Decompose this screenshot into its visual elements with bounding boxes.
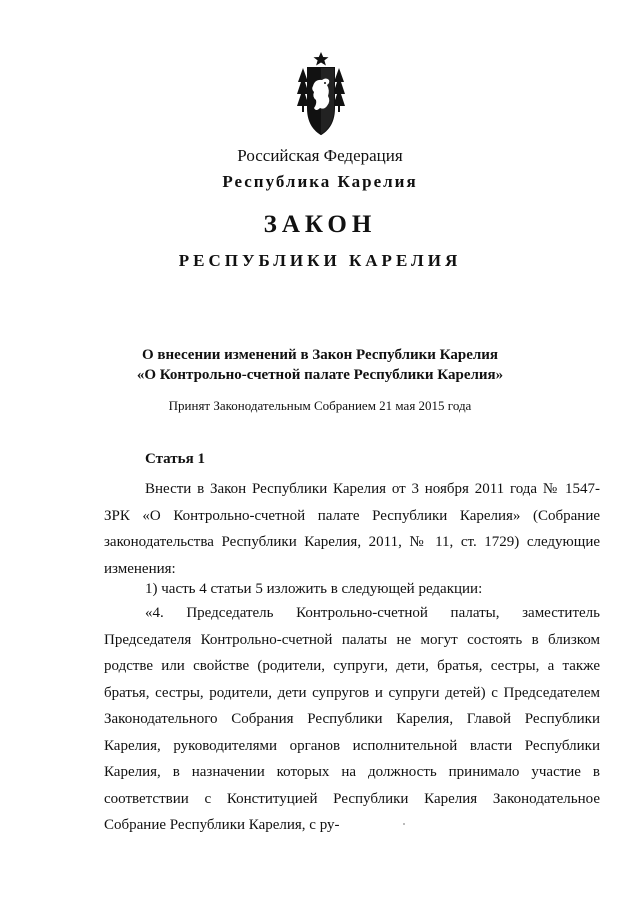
paragraph-text: «4. Председатель Контрольно-счетной палаты, заместитель Председателя Контрольно-счетной палаты не могут состоять в близком родстве или свойстве (родители, супруги, дети, братья, сестры, а также братья, сестры, родители, дети супругов и супруги детей) с Председателем Законодательного Собрания Республики Карелия, Главой Республики Карелия, руководителями органов исполнительной власти Республики Карелия, в назначении которых на должность принимало участие в соответствии с Конституцией Республики Карелия Законодательное Собрание Республики Карелия, с ру- [104, 605, 600, 833]
article-heading: Статья 1 [145, 451, 205, 467]
paragraph-text: Внести в Закон Республики Карелия от 3 ноября 2011 года № 1547-ЗРК «О Контрольно-счетной палате Республики Карелия» (Собрание законодательства Республики Карелия, 2011, № 11, ст. 1729) следующие изменения: [104, 481, 600, 577]
federation-label: Российская Федерация [237, 146, 403, 165]
scan-speck [403, 823, 405, 825]
adoption-date: Принят Законодательным Собранием 21 мая 2015 года [168, 398, 472, 413]
article-paragraph-3 [104, 600, 600, 839]
article-paragraph-2 [104, 576, 600, 603]
paragraph-text: 1) часть 4 статьи 5 изложить в следующей редакции: [145, 581, 483, 597]
document-title-line-2: «О Контрольно-счетной палате Республики Карелия» [136, 367, 504, 383]
republic-label: Республика Карелия [222, 172, 418, 191]
karelia-coat-of-arms-icon [296, 52, 346, 136]
law-subtitle: РЕСПУБЛИКИ КАРЕЛИЯ [178, 251, 462, 270]
document-title [0, 345, 640, 385]
article-paragraph-1 [104, 476, 600, 582]
document-title-line-1: О внесении изменений в Закон Республики Карелия [141, 347, 499, 363]
law-title: ЗАКОН [263, 211, 377, 238]
